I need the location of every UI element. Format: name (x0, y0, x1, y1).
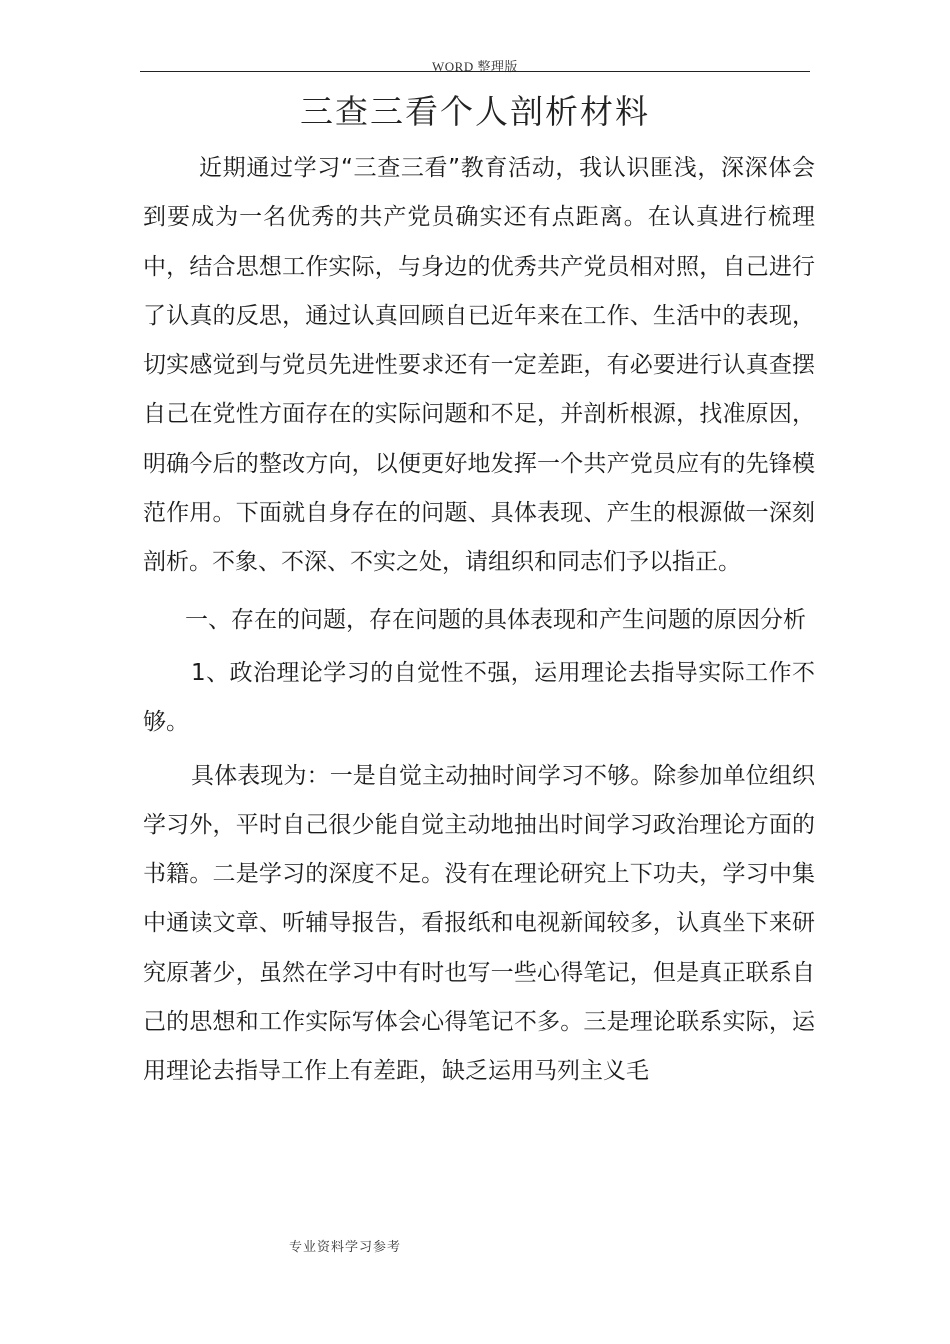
detail-paragraph: 具体表现为：一是自觉主动抽时间学习不够。除参加单位组织学习外，平时自己很少能自觉主动地抽出时间学习政治理论方面的书籍。二是学习的深度不足。没有在理论研究上下功夫，学习中集中通读文章、听辅导报告，看报纸和电视新闻较多，认真坐下来研究原著少，虽然在学习中有时也写一些心得笔记，但是真正联系自己的思想和工作实际写体会心得笔记不多。三是理论联系实际，运用理论去指导工作上有差距，缺乏运用马列主义毛 (143, 762, 815, 1085)
subsection-heading-1: 1、政治理论学习的自觉性不强，运用理论去指导实际工作不够。 (143, 659, 815, 736)
intro-paragraph: 近期通过学习“三查三看”教育活动，我认识匪浅，深深体会到要成为一名优秀的共产党员确实还有点距离。在认真进行梳理中，结合思想工作实际，与身边的优秀共产党员相对照，自己进行了认真的反思，通过认真回顾自已近年来在工作、生活中的表现，切实感觉到与党员先进性要求还有一定差距，有必要进行认真查摆自己在党性方面存在的实际问题和不足，并剖析根源，找准原因，明确今后的整改方向，以便更好地发挥一个共产党员应有的先锋模范作用。下面就自身存在的问题、具体表现、产生的根源做一深刻剖析。不象、不深、不实之处，请组织和同志们予以指正。 (143, 155, 815, 576)
document-body (143, 144, 815, 1097)
header-rule (140, 71, 810, 72)
document-title: 三查三看个人剖析材料 (300, 92, 650, 131)
page-header: WORD 整理版 (432, 59, 518, 74)
page-footer: 专业资料学习参考 (289, 1240, 402, 1255)
section-heading-1: 一、存在的问题，存在问题的具体表现和产生问题的原因分析 (185, 606, 806, 633)
